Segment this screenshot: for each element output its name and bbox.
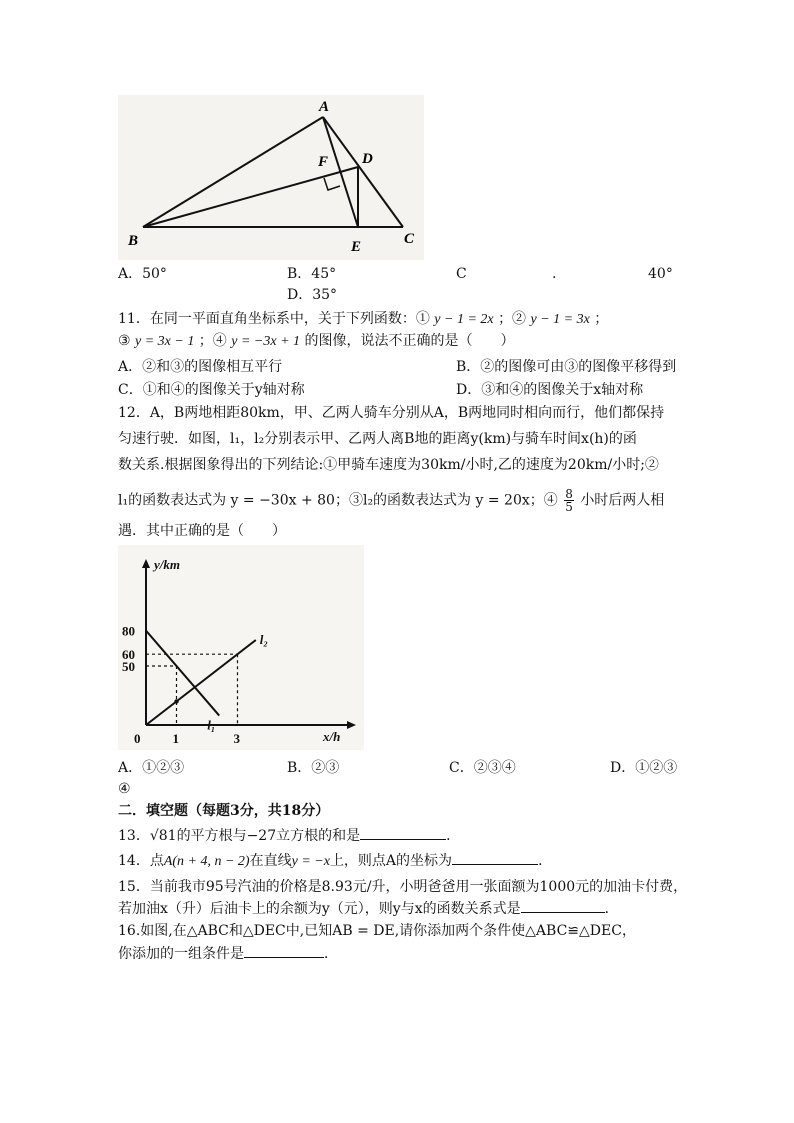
x-axis-label: x/h bbox=[323, 729, 341, 744]
q15-line2 bbox=[118, 898, 619, 920]
label-a: A bbox=[319, 99, 330, 115]
q11-option-c[interactable]: C．①和④的图像关于y轴对称 bbox=[118, 382, 305, 398]
q16-line2 bbox=[118, 943, 338, 965]
q16-line2-text: 你添加的一组条件是 bbox=[118, 946, 244, 962]
y-axis-arrow bbox=[142, 559, 150, 568]
q14 bbox=[118, 850, 552, 873]
q13 bbox=[118, 825, 460, 847]
q10-option-a[interactable]: A．50° bbox=[118, 266, 167, 282]
q12-fraction bbox=[564, 488, 574, 513]
x-tick-3: 3 bbox=[233, 731, 240, 746]
q13-sqrt: √81 bbox=[149, 828, 177, 844]
series-line-0 bbox=[146, 631, 219, 716]
q11-separator-2: ； bbox=[594, 311, 609, 327]
q11-option-d[interactable]: D．③和④的图像关于x轴对称 bbox=[456, 382, 644, 398]
q15-line2-text: 若加油x（升）后油卡上的余额为y（元），则y与x的函数关系式是 bbox=[118, 901, 521, 917]
q12-option-b[interactable]: B．②③ bbox=[287, 760, 340, 776]
q14-end: ． bbox=[538, 853, 553, 869]
q12-fraction-num: 8 bbox=[565, 487, 573, 501]
q11-circle-3: ③ bbox=[118, 333, 131, 349]
series-label-l2: l₂ bbox=[259, 632, 268, 648]
q12-option-d-wrap: ④ bbox=[118, 781, 131, 797]
label-d: D bbox=[362, 151, 373, 167]
triangle-svg bbox=[118, 95, 424, 260]
q11-suffix: 的图像，说法不正确的是（ ） bbox=[304, 333, 515, 349]
q11-option-b[interactable]: B．②的图像可由③的图像平移得到 bbox=[456, 359, 677, 375]
q11-function-1: y − 1 = 2x bbox=[434, 312, 494, 327]
q10-option-c-letter[interactable]: C bbox=[456, 266, 467, 282]
q11-separator-3: ；④ bbox=[198, 333, 227, 349]
label-f: F bbox=[318, 154, 329, 170]
triangle-figure bbox=[118, 95, 424, 260]
right-angle-mark bbox=[324, 178, 340, 190]
q11-separator-1: ；② bbox=[498, 311, 527, 327]
q14-text-b: 在直线 bbox=[249, 853, 292, 869]
y-tick-80: 80 bbox=[122, 623, 135, 639]
x-tick-0: 0 bbox=[134, 731, 141, 746]
q12-line4-end: 小时后两人相 bbox=[580, 492, 665, 509]
q11-option-a[interactable]: A．②和③的图像相互平行 bbox=[118, 359, 283, 375]
distance-time-graph bbox=[118, 545, 364, 750]
label-e: E bbox=[351, 239, 362, 255]
q16-end: ． bbox=[324, 946, 338, 962]
q13-answer-blank[interactable] bbox=[360, 825, 446, 840]
q14-line: y = −x bbox=[291, 854, 330, 869]
q12-line2: 匀速行驶．如图，l₁，l₂分别表示甲、乙两人离B地的距离y(km)与骑车时间x(h)的函 bbox=[118, 431, 637, 447]
graph-svg bbox=[118, 545, 364, 750]
q13-prefix: 13． bbox=[118, 828, 150, 844]
q12-line5: 遇．其中正确的是（ ） bbox=[118, 523, 286, 539]
q12-option-a[interactable]: A．①②③ bbox=[118, 760, 185, 776]
q11-prefix: 11．在同一平面直角坐标系中，关于下列函数：① bbox=[118, 311, 430, 327]
label-c: C bbox=[404, 231, 415, 247]
point-marker bbox=[174, 699, 178, 703]
q16-answer-blank[interactable] bbox=[244, 943, 324, 958]
q10-option-c-value[interactable]: 40° bbox=[648, 266, 673, 282]
q16-line1: 16.如图,在△ABC和△DEC中,已知AB = DE,请你添加两个条件使△ABC≌△DEC， bbox=[118, 923, 636, 939]
q12-line1: 12．A，B两地相距80km，甲、乙两人骑车分别从A，B两地同时相向而行，他们都保持 bbox=[118, 405, 665, 421]
y-tick-50: 50 bbox=[122, 659, 135, 674]
q11-stem-line1 bbox=[118, 308, 608, 331]
segment-ae bbox=[323, 117, 358, 227]
q11-function-4: y = −3x + 1 bbox=[231, 334, 301, 349]
q12-line3: 数关系.根据图象得出的下列结论:①甲骑车速度为30km/小时,乙的速度为20km/小时;② bbox=[118, 457, 659, 473]
q12-option-c[interactable]: C．②③④ bbox=[449, 760, 516, 776]
section-2-title: 二．填空题（每题3分，共18分） bbox=[118, 803, 330, 819]
q10-option-b[interactable]: B．45° bbox=[287, 266, 337, 282]
q12-fraction-den: 5 bbox=[565, 500, 573, 514]
q14-answer-blank[interactable] bbox=[452, 850, 538, 865]
q15-line1: 15．当前我市95号汽油的价格是8.93元/升，小明爸爸用一张面额为1000元的加油卡付费， bbox=[118, 879, 688, 895]
q11-function-3: y = 3x − 1 bbox=[135, 334, 195, 349]
label-b: B bbox=[128, 233, 139, 249]
segment-bd bbox=[143, 167, 358, 227]
y-tick-60: 60 bbox=[122, 647, 135, 663]
y-axis-label: y/km bbox=[154, 557, 180, 572]
q12-line4 bbox=[118, 488, 664, 513]
q15-end: ． bbox=[604, 901, 619, 917]
q13-end: ． bbox=[446, 828, 461, 844]
segment-ba bbox=[143, 117, 323, 227]
q14-point: A(n + 4, n − 2) bbox=[163, 854, 250, 869]
x-axis-arrow bbox=[347, 721, 356, 729]
q10-option-d[interactable]: D．35° bbox=[287, 287, 338, 303]
q13-text: 的平方根与−27立方根的和是 bbox=[176, 828, 361, 844]
q14-text-a: 14．点 bbox=[118, 853, 164, 869]
q12-option-d[interactable]: D．①②③ bbox=[610, 760, 678, 776]
q14-text-c: 上，则点A的坐标为 bbox=[329, 853, 453, 869]
q10-option-c-dot: . bbox=[552, 266, 557, 282]
x-tick-1: 1 bbox=[172, 731, 179, 746]
q15-answer-blank[interactable] bbox=[521, 898, 605, 913]
q11-stem-line2 bbox=[118, 330, 514, 353]
q11-function-2: y − 1 = 3x bbox=[530, 312, 590, 327]
series-line-1 bbox=[146, 640, 256, 725]
q12-line4-start: l₁的函数表达式为 y = −30x + 80；③l₂的函数表达式为 y = 20x；④ bbox=[118, 492, 558, 509]
series-label-l1: l₁ bbox=[207, 717, 216, 733]
segment-ac bbox=[323, 117, 403, 227]
